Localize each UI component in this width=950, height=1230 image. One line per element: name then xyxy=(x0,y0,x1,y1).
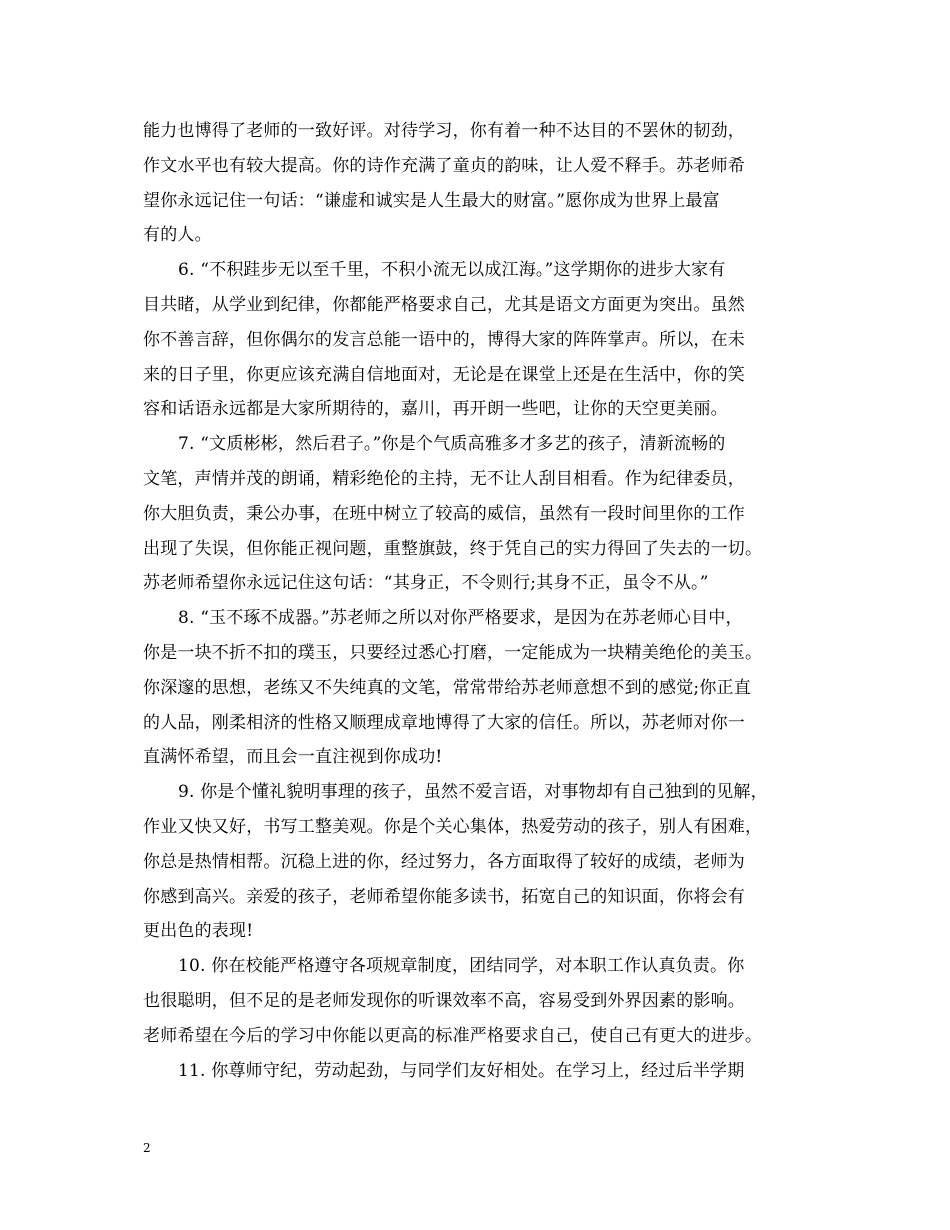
text-line: 10. 你在校能严格遵守各项规章制度，团结同学，对本职工作认真负责。你 xyxy=(178,956,745,977)
text-line: 8. “玉不琢不成器。”苏老师之所以对你严格要求，是因为在苏老师心目中， xyxy=(178,608,743,629)
text-line: 也很聪明，但不足的是老师发现你的听课效率不高，容易受到外界因素的影响。 xyxy=(143,990,745,1011)
document-body xyxy=(143,114,815,1088)
text-line: 目共睹，从学业到纪律，你都能严格要求自己，尤其是语文方面更为突出。虽然 xyxy=(143,294,745,315)
text-line: 作业又快又好，书写工整美观。你是个关心集体，热爱劳动的孩子，别人有困难， xyxy=(143,816,763,837)
text-line: 直满怀希望，而且会一直注视到你成功! xyxy=(143,747,443,768)
paragraph-item-11 xyxy=(143,1054,815,1089)
text-line: 11. 你尊师守纪，劳动起劲，与同学们友好相处。在学习上，经过后半学期 xyxy=(178,1060,745,1081)
text-line: 更出色的表现! xyxy=(143,921,254,942)
text-line: 作文水平也有较大提高。你的诗作充满了童贞的韵味，让人爱不释手。苏老师希 xyxy=(143,155,745,176)
text-line: 能力也博得了老师的一致好评。对待学习，你有着一种不达目的不罢休的韧劲， xyxy=(143,121,745,141)
text-line: 你是一块不折不扣的璞玉，只要经过悉心打磨，一定能成为一块精美绝伦的美玉。 xyxy=(143,642,763,663)
text-line: 望你永远记住一句话：“谦虚和诚实是人生最大的财富。”愿你成为世界上最富 xyxy=(143,190,720,211)
text-line: 你不善言辞，但你偶尔的发言总能一语中的，博得大家的阵阵掌声。所以，在未 xyxy=(143,329,745,350)
paragraph-item-8 xyxy=(143,601,815,775)
text-line: 出现了失误，但你能正视问题，重整旗鼓，终于凭自己的实力得回了失去的一切。 xyxy=(143,538,763,559)
text-line: 你深邃的思想，老练又不失纯真的文笔，常常带给苏老师意想不到的感觉;你正直 xyxy=(143,677,751,698)
paragraph-item-10 xyxy=(143,949,815,1053)
text-line: 来的日子里，你更应该充满自信地面对，无论是在课堂上还是在生活中，你的笑 xyxy=(143,364,745,385)
text-line: 7. “文质彬彬，然后君子。”你是个气质高雅多才多艺的孩子，清新流畅的 xyxy=(178,434,726,455)
text-line: 9. 你是个懂礼貌明事理的孩子，虽然不爱言语，对事物却有自己独到的见解， xyxy=(178,782,768,803)
paragraph-item-6 xyxy=(143,253,815,427)
text-line: 有的人。 xyxy=(143,225,212,246)
text-line: 苏老师希望你永远记住这句话：“其身正，不令则行;其身不正，虽令不从。” xyxy=(143,573,709,594)
paragraph-item-7 xyxy=(143,427,815,601)
text-line: 你总是热情相帮。沉稳上进的你，经过努力，各方面取得了较好的成绩，老师为 xyxy=(143,851,745,872)
text-line: 容和话语永远都是大家所期待的，嘉川，再开朗一些吧，让你的天空更美丽。 xyxy=(143,399,728,420)
text-line: 你大胆负责，秉公办事，在班中树立了较高的威信，虽然有一段时间里你的工作 xyxy=(143,503,745,524)
text-line: 文笔，声情并茂的朗诵，精彩绝伦的主持，无不让人刮目相看。作为纪律委员， xyxy=(143,468,745,489)
text-line: 的人品，刚柔相济的性格又顺理成章地博得了大家的信任。所以，苏老师对你一 xyxy=(143,712,745,733)
text-line: 老师希望在今后的学习中你能以更高的标准严格要求自己，使自己有更大的进步。 xyxy=(143,1025,763,1046)
paragraph-continuation xyxy=(143,114,815,253)
page-number: 2 xyxy=(143,1141,151,1155)
paragraph-item-9 xyxy=(143,775,815,949)
text-line: 你感到高兴。亲爱的孩子，老师希望你能多读书，拓宽自己的知识面，你将会有 xyxy=(143,886,745,907)
text-line: 6. “不积跬步无以至千里，不积小流无以成江海。”这学期你的进步大家有 xyxy=(178,260,726,281)
